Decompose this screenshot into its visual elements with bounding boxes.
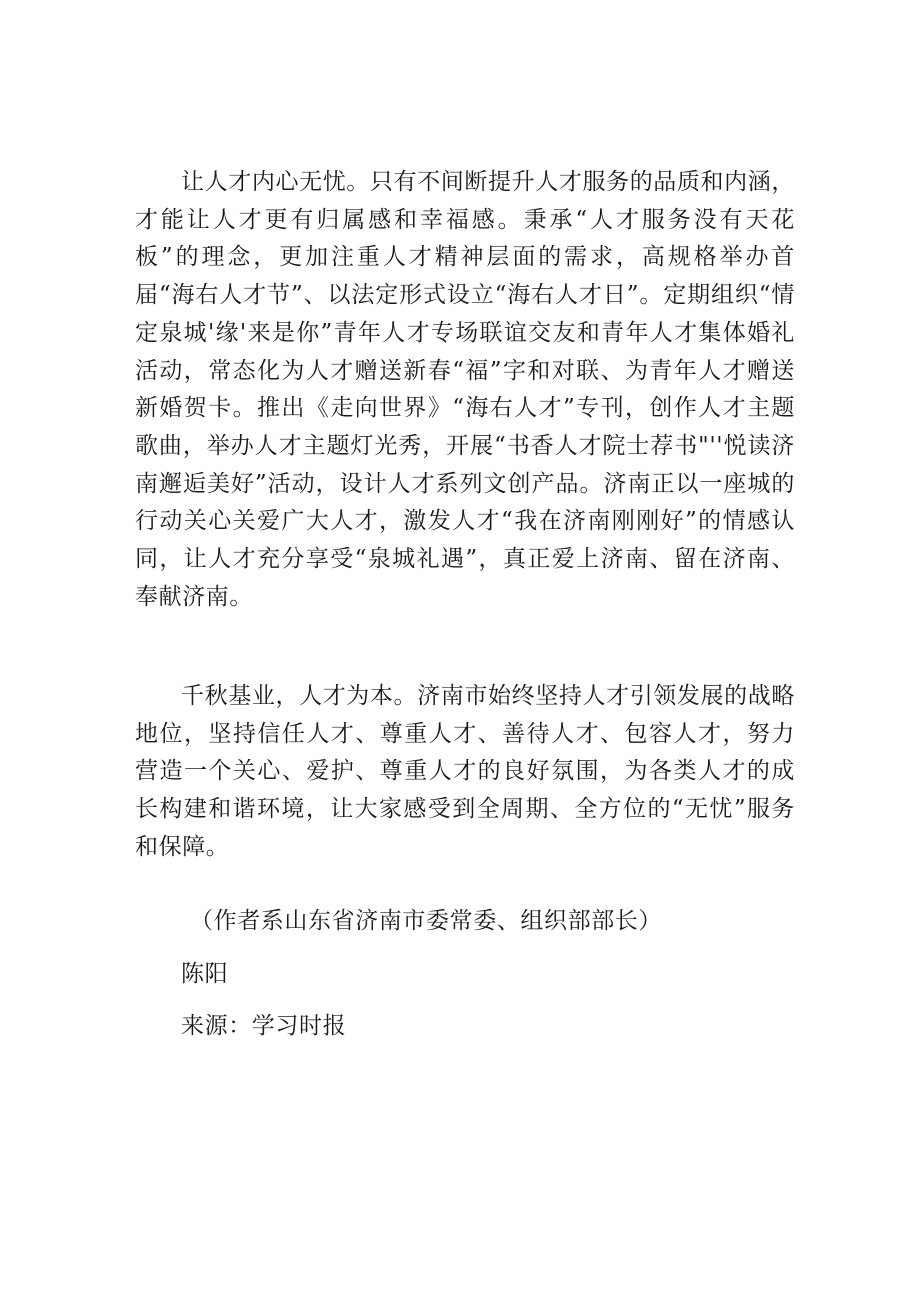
source-line: 来源：学习时报 [181,1013,347,1039]
author-name: 陈阳 [181,961,229,987]
author-note: （作者系山东省济南市委常委、组织部部长） [190,908,662,934]
body-paragraph-1: 让人才内心无忧。只有不间断提升人才服务的品质和内涵，才能让人才更有归属感和幸福感。秉承“人才服务没有天花板”的理念，更加注重人才精神层面的需求，高规格举办首届“海右人才节”、以法定形式设立“海右人才日”。定期组织“情定泉城'缘'来是你”青年人才专场联谊交友和青年人才集体婚礼活动，常态化为人才赠送新春“福”字和对联、为青年人才赠送新婚贺卡。推出《走向世界》“海右人才”专刊，创作人才主题歌曲，举办人才主题灯光秀，开展“书香人才院士荐书"''悦读济南邂逅美好”活动，设计人才系列文创产品。济南正以一座城的行动关心关爱广大人才，激发人才“我在济南刚刚好”的情感认同，让人才充分享受“泉城礼遇”，真正爱上济南、留在济南、奉献济南。 [135,169,795,610]
body-paragraph-2: 千秋基业，人才为本。济南市始终坚持人才引领发展的战略地位，坚持信任人才、尊重人才、善待人才、包容人才，努力营造一个关心、爱护、尊重人才的良好氛围，为各类人才的成长构建和谐环境，让大家感受到全周期、全方位的“无忧”服务和保障。 [135,683,795,860]
